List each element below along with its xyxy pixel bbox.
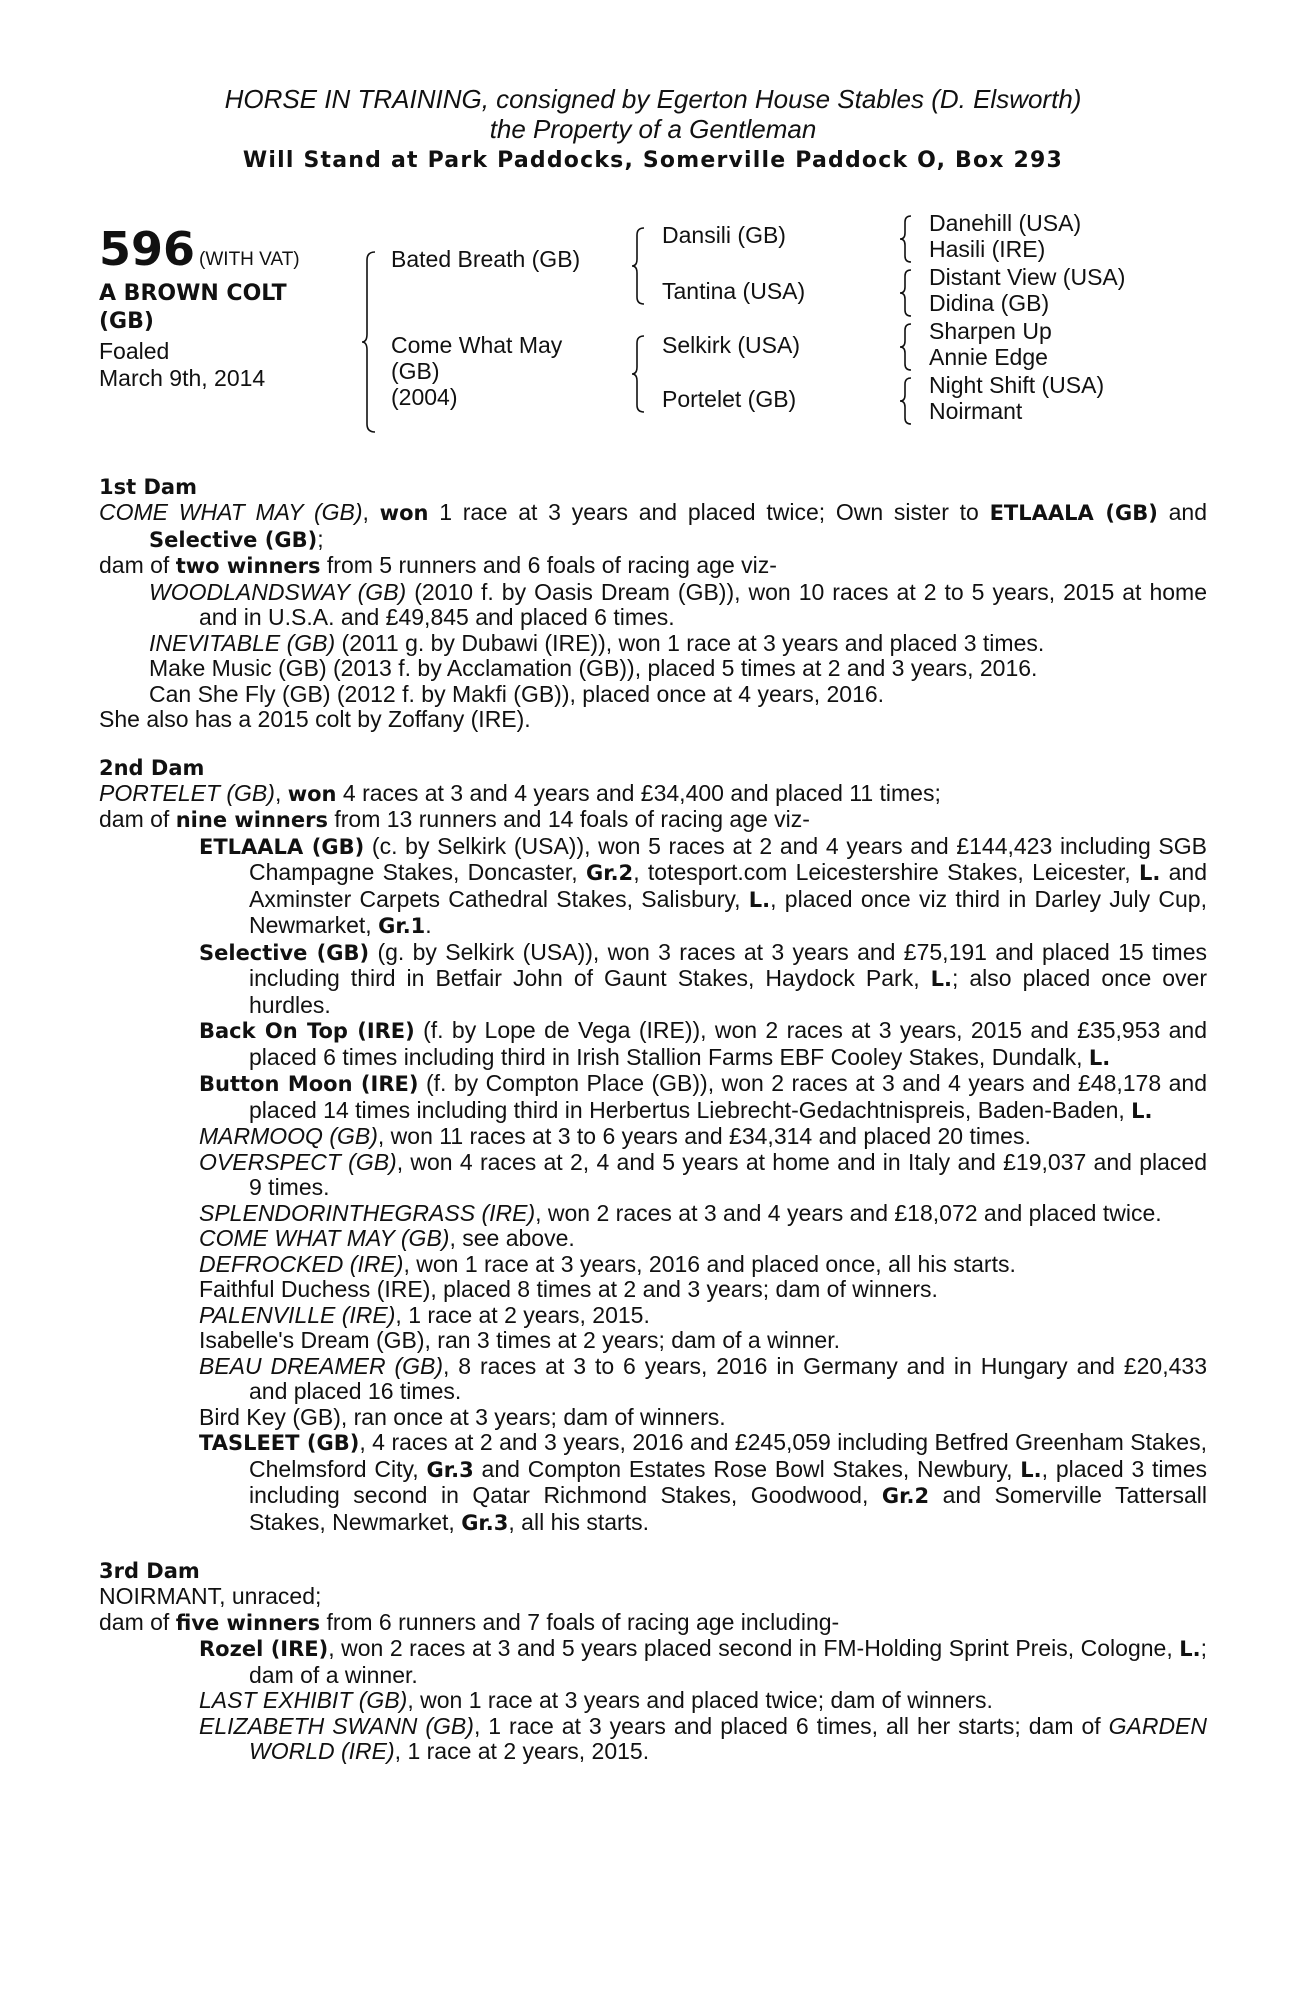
text-run: ; (317, 525, 324, 552)
offspring-entry (99, 1688, 1207, 1714)
bold-text: five winners (175, 1610, 321, 1635)
consignor-line: HORSE IN TRAINING, consigned by Egerton House Stables (D. Elsworth) (224, 84, 1082, 114)
horse-name: PORTELET (GB) (99, 779, 275, 806)
offspring-entry (99, 1071, 1207, 1124)
colt-country: (GB) (99, 309, 154, 334)
second-dam-produce-summary (99, 807, 1207, 834)
text-run: 1 race at 3 years and placed twice; Own sister to (428, 499, 990, 525)
bold-text: Rozel (IRE) (199, 1637, 329, 1661)
text-run: , 4 races at 2 and 3 years, 2016 and £245,059 including Betfred Greenham Stakes, Chelmsford City, (249, 1429, 1207, 1482)
horse-name: WOODLANDSWAY (GB) (149, 578, 407, 605)
bold-text: TASLEET (GB) (199, 1431, 360, 1455)
text-run: , 8 races at 3 to 6 years, 2016 in Germany and in Hungary and £20,433 and placed 16 times. (249, 1352, 1207, 1404)
bold-text: Button Moon (IRE) (199, 1072, 419, 1096)
bold-text: L. (1020, 1457, 1042, 1482)
text-run: Bird Key (GB), ran once at 3 years; dam of winners. (199, 1403, 726, 1430)
catalogue-page (99, 84, 1207, 1765)
bold-text: L. (930, 967, 952, 991)
sire-dam: Tantina (USA) (662, 278, 806, 304)
text-run: , all his starts. (508, 1508, 649, 1535)
dam-sire: Selkirk (USA) (662, 332, 801, 358)
offspring-entry (99, 940, 1207, 1019)
text-run: NOIRMANT, unraced; (99, 1583, 322, 1609)
third-dam-produce-summary (99, 1610, 1207, 1637)
first-dam-offspring (99, 682, 1207, 708)
offspring-entry (99, 1277, 1207, 1303)
vat-label: (WITH VAT) (199, 249, 300, 270)
grand-offspring-entry (99, 1354, 1207, 1405)
bold-text: Gr.2 (881, 1484, 930, 1508)
text-run: Faithful Duchess (IRE), placed 8 times at 2 and 3 years; dam of winners. (199, 1276, 938, 1302)
granddam-1: Hasili (IRE) (929, 236, 1046, 262)
grand-offspring-entry (99, 1430, 1207, 1536)
bold-text: Gr.3 (426, 1457, 474, 1482)
text-run: , (362, 499, 380, 525)
pedigree-bracket-dam (631, 334, 649, 414)
pedigree-bracket-g4 (899, 376, 915, 426)
bold-text: L. (1131, 1098, 1153, 1123)
foaled-label: Foaled (99, 338, 170, 364)
pedigree-block (99, 210, 1207, 452)
granddam-4: Noirmant (929, 398, 1023, 424)
location-line: Will Stand at Park Paddocks, Somerville Paddock O, Box 293 (242, 148, 1064, 173)
bold-text: ETLAALA (GB) (989, 501, 1158, 525)
offspring-entry (99, 1328, 1207, 1354)
text-run: , (274, 779, 288, 806)
bold-text: Selective (GB) (149, 527, 318, 552)
text-run: , won 2 races at 3 and 5 years placed second in FM-Holding Sprint Preis, Cologne, (328, 1635, 1180, 1661)
text-run: (g. by Selkirk (USA)), won 3 races at 3 years and £75,191 and placed 15 times including third in Betfair John of Gaunt Stakes, Haydock Park, (249, 938, 1207, 991)
bold-text: Back On Top (IRE) (199, 1019, 415, 1043)
offspring-entry (99, 1252, 1207, 1278)
dam-year: (2004) (391, 384, 458, 410)
text-run: (2010 f. by Oasis Dream (GB)), won 10 races at 2 to 5 years, 2015 at home and in U.S.A. and £49,845 and placed 6 times. (199, 578, 1207, 630)
lot-header (99, 84, 1207, 178)
horse-description (99, 280, 359, 336)
horse-name: COME WHAT MAY (GB) (199, 1225, 450, 1251)
granddam-3: Annie Edge (929, 344, 1048, 370)
text-run: , 1 race at 2 years, 2015. (394, 1738, 650, 1764)
third-dam-section (99, 1558, 1207, 1765)
pedigree-bracket-g2 (899, 268, 915, 318)
bold-text: L. (1138, 861, 1161, 885)
first-dam-offspring (99, 580, 1207, 631)
sire-sire: Dansili (GB) (662, 222, 786, 248)
first-dam-heading: 1st Dam (99, 475, 197, 499)
horse-name: PALENVILLE (IRE) (199, 1301, 396, 1328)
third-dam-heading: 3rd Dam (99, 1559, 200, 1583)
lot-number: 596 (99, 222, 196, 276)
grandsire-4: Night Shift (USA) (929, 372, 1105, 398)
horse-name: DEFROCKED (IRE) (199, 1250, 404, 1277)
offspring-entry (99, 834, 1207, 940)
bold-text: nine winners (175, 808, 328, 832)
dam-country: (GB) (391, 358, 440, 384)
text-run: , 1 race at 3 years and placed 6 times, all her starts; dam of (473, 1712, 1109, 1739)
text-run: 4 races at 3 and 4 years and £34,400 and placed 11 times; (336, 779, 941, 806)
offspring-entry (99, 1201, 1207, 1227)
text-run: , won 4 races at 2, 4 and 5 years at home and in Italy and £19,037 and placed 9 times. (249, 1148, 1207, 1200)
first-dam-offspring (99, 656, 1207, 682)
bold-text: two winners (175, 554, 321, 578)
text-run: , won 11 races at 3 to 6 years and £34,314 and placed 20 times. (377, 1123, 1031, 1149)
text-run: and Compton Estates Rose Bowl Stakes, Newbury, (473, 1455, 1021, 1482)
text-run: from 5 runners and 6 foals of racing age viz- (320, 552, 777, 578)
offspring-entry (99, 1636, 1207, 1688)
grandsire-3: Sharpen Up (929, 318, 1052, 344)
second-dam-heading: 2nd Dam (99, 755, 205, 780)
horse-name: LAST EXHIBIT (GB) (199, 1687, 408, 1713)
bold-text: L. (748, 887, 771, 912)
horse-name: INEVITABLE (GB) (149, 629, 336, 656)
lot-number-block (99, 222, 300, 276)
first-dam-produce-summary (99, 553, 1207, 580)
text-run: dam of (99, 552, 176, 578)
text-run: from 6 runners and 7 foals of racing age including- (320, 1608, 840, 1635)
text-run: and (1157, 499, 1207, 525)
text-run: ; also placed once over hurdles. (249, 965, 1207, 1018)
first-dam-also-note: She also has a 2015 colt by Zoffany (IRE). (99, 706, 531, 732)
horse-name: OVERSPECT (GB) (199, 1148, 397, 1175)
text-run: and Axminster Carpets Cathedral Stakes, Salisbury, (249, 859, 1208, 912)
horse-name: COME WHAT MAY (GB) (99, 499, 363, 525)
bold-text: Gr.1 (378, 914, 426, 938)
text-run: . (425, 912, 432, 938)
text-run: dam of (99, 1608, 176, 1635)
foaled-info (99, 338, 265, 392)
grandsire-2: Distant View (USA) (929, 264, 1126, 290)
first-dam-section (99, 474, 1207, 733)
first-dam-intro (99, 500, 1207, 553)
offspring-entry (99, 1124, 1207, 1150)
bold-text: won (379, 501, 429, 525)
horse-name: BEAU DREAMER (GB) (199, 1352, 444, 1379)
bold-text: L. (1179, 1637, 1201, 1661)
text-run: ; dam of a winner. (249, 1635, 1207, 1688)
horse-name: GARDEN WORLD (IRE) (249, 1712, 1208, 1764)
foaled-date: March 9th, 2014 (99, 365, 266, 391)
text-run: Isabelle's Dream (GB), ran 3 times at 2 years; dam of a winner. (199, 1327, 840, 1353)
bold-text: Gr.3 (461, 1510, 509, 1535)
second-dam-offspring-list (99, 834, 1207, 1537)
third-dam-offspring-list (99, 1636, 1207, 1765)
text-run: , won 1 race at 3 years, 2016 and placed once, all his starts. (403, 1250, 1016, 1277)
dam-name: Come What May (391, 332, 563, 358)
grand-offspring-entry (99, 1714, 1207, 1765)
text-run: Can She Fly (GB) (2012 f. by Makfi (GB)), placed once at 4 years, 2016. (149, 680, 885, 707)
bold-text: won (287, 781, 337, 806)
text-run: , placed 3 times including second in Qatar Richmond Stakes, Goodwood, (249, 1455, 1207, 1508)
text-run: , totesport.com Leicestershire Stakes, Leicester, (633, 859, 1139, 885)
pedigree-bracket-sire (631, 226, 649, 306)
text-run: from 13 runners and 14 foals of racing age viz- (327, 806, 810, 832)
text-run: (c. by Selkirk (USA)), won 5 races at 2 and 4 years and £144,423 including SGB Champagne Stakes, Doncaster, (249, 832, 1207, 885)
dam-dam: Portelet (GB) (662, 386, 797, 412)
text-run: and Somerville Tattersall Stakes, Newmarket, (249, 1482, 1207, 1535)
first-dam-offspring (99, 631, 1207, 657)
text-run: , see above. (449, 1225, 575, 1251)
offspring-entry (99, 1405, 1207, 1431)
pedigree-bracket-g1 (899, 214, 915, 264)
horse-name: MARMOOQ (GB) (199, 1123, 378, 1149)
horse-name: SPLENDORINTHEGRASS (IRE) (199, 1199, 536, 1226)
bold-text: Gr.2 (585, 861, 634, 885)
pedigree-bracket-main (361, 250, 381, 434)
granddam-2: Didina (GB) (929, 290, 1050, 316)
bold-text: ETLAALA (GB) (199, 834, 365, 859)
bold-text: Selective (GB) (199, 940, 370, 965)
offspring-entry (99, 1018, 1207, 1071)
text-run: dam of (99, 806, 176, 832)
third-dam-intro (99, 1584, 1207, 1610)
colt-label: A BROWN COLT (99, 281, 287, 306)
pedigree-bracket-g3 (899, 322, 915, 372)
sire-name: Bated Breath (GB) (391, 246, 581, 272)
offspring-entry (99, 1226, 1207, 1252)
text-run: Make Music (GB) (2013 f. by Acclamation (GB)), placed 5 times at 2 and 3 years, 2016. (149, 655, 1038, 681)
text-run: , won 1 race at 3 years and placed twice; dam of winners. (407, 1687, 993, 1713)
text-run: (f. by Lope de Vega (IRE)), won 2 races at 3 years, 2015 and £35,953 and placed 6 times including third in Irish Stallion Farms EBF Cooley Stakes, Dundalk, (249, 1017, 1207, 1070)
second-dam-intro (99, 781, 1207, 808)
text-run: , won 2 races at 3 and 4 years and £18,072 and placed twice. (535, 1199, 1162, 1226)
bold-text: L. (1088, 1045, 1111, 1070)
text-run: (f. by Compton Place (GB)), won 2 races at 3 and 4 years and £48,178 and placed 14 times including third in Herbertus Liebrecht-Gedachtnispreis, Baden-Baden, (249, 1070, 1207, 1123)
offspring-entry (99, 1150, 1207, 1201)
grandsire-1: Danehill (USA) (929, 210, 1082, 236)
grand-offspring-entry (99, 1303, 1207, 1329)
second-dam-section (99, 755, 1207, 1537)
text-run: , placed once viz third in Darley July Cup, Newmarket, (249, 885, 1207, 938)
text-run: (2011 g. by Dubawi (IRE)), won 1 race at 3 years and placed 3 times. (335, 629, 1045, 656)
property-line: the Property of a Gentleman (489, 114, 817, 144)
horse-name: ELIZABETH SWANN (GB) (199, 1712, 474, 1739)
text-run: , 1 race at 2 years, 2015. (395, 1301, 650, 1328)
